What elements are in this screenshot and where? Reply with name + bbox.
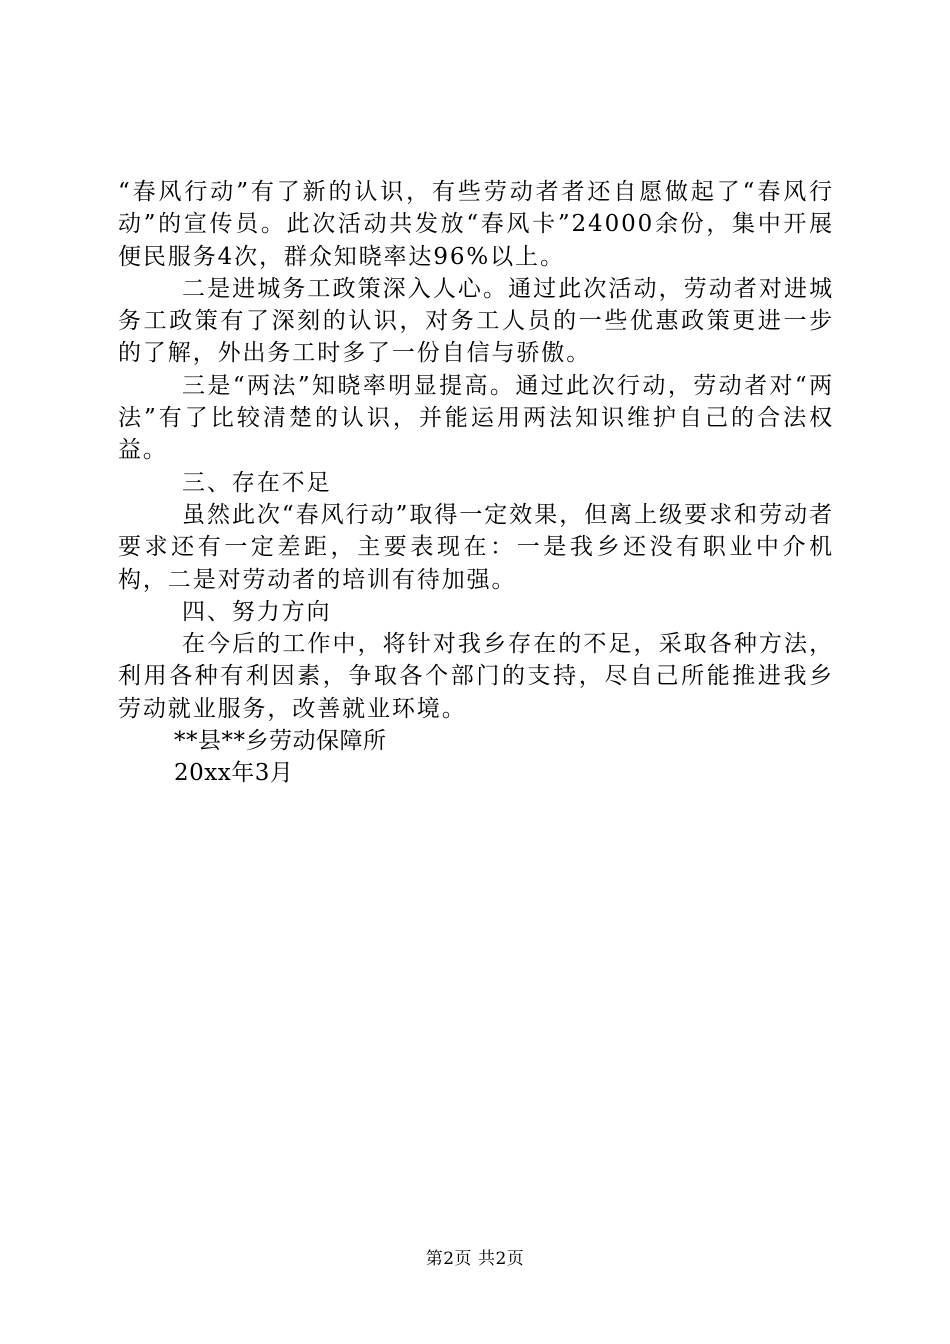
- paragraph-policy: 二是进城务工政策深入人心。通过此次活动，劳动者对进城务工政策有了深刻的认识，对务工人员的一些优惠政策更进一步的了解，外出务工时多了一份自信与骄傲。: [118, 275, 834, 367]
- page-footer: [0, 1244, 950, 1269]
- section-heading-direction: 四、努力方向: [182, 598, 332, 625]
- paragraph-continuation: “春风行动”有了新的认识，有些劳动者者还自愿做起了“春风行动”的宣传员。此次活动共发放“春风卡”24000余份，集中开展便民服务4次，群众知晓率达96%以上。: [118, 179, 834, 270]
- paragraph-shortcomings: 虽然此次“春风行动”取得一定效果，但离上级要求和劳动者要求还有一定差距，主要表现在：一是我乡还没有职业中介机构，二是对劳动者的培训有待加强。: [118, 501, 834, 593]
- section-heading-shortcomings: 三、存在不足: [182, 469, 332, 496]
- signature-organization: **县**乡劳动保障所: [174, 728, 387, 755]
- document-body: [118, 176, 834, 790]
- paragraph-direction: 在今后的工作中，将针对我乡存在的不足，采取各种方法，利用各种有利因素，争取各个部门的支持，尽自己所能推进我乡劳动就业服务，改善就业环境。: [118, 631, 834, 722]
- signature-date: 20xx年3月: [174, 760, 294, 787]
- page-number: 第2页 共2页: [425, 1249, 525, 1269]
- paragraph-two-laws: 三是“两法”知晓率明显提高。通过此次行动，劳动者对“两法”有了比较清楚的认识，并能运用两法知识维护自己的合法权益。: [118, 372, 834, 464]
